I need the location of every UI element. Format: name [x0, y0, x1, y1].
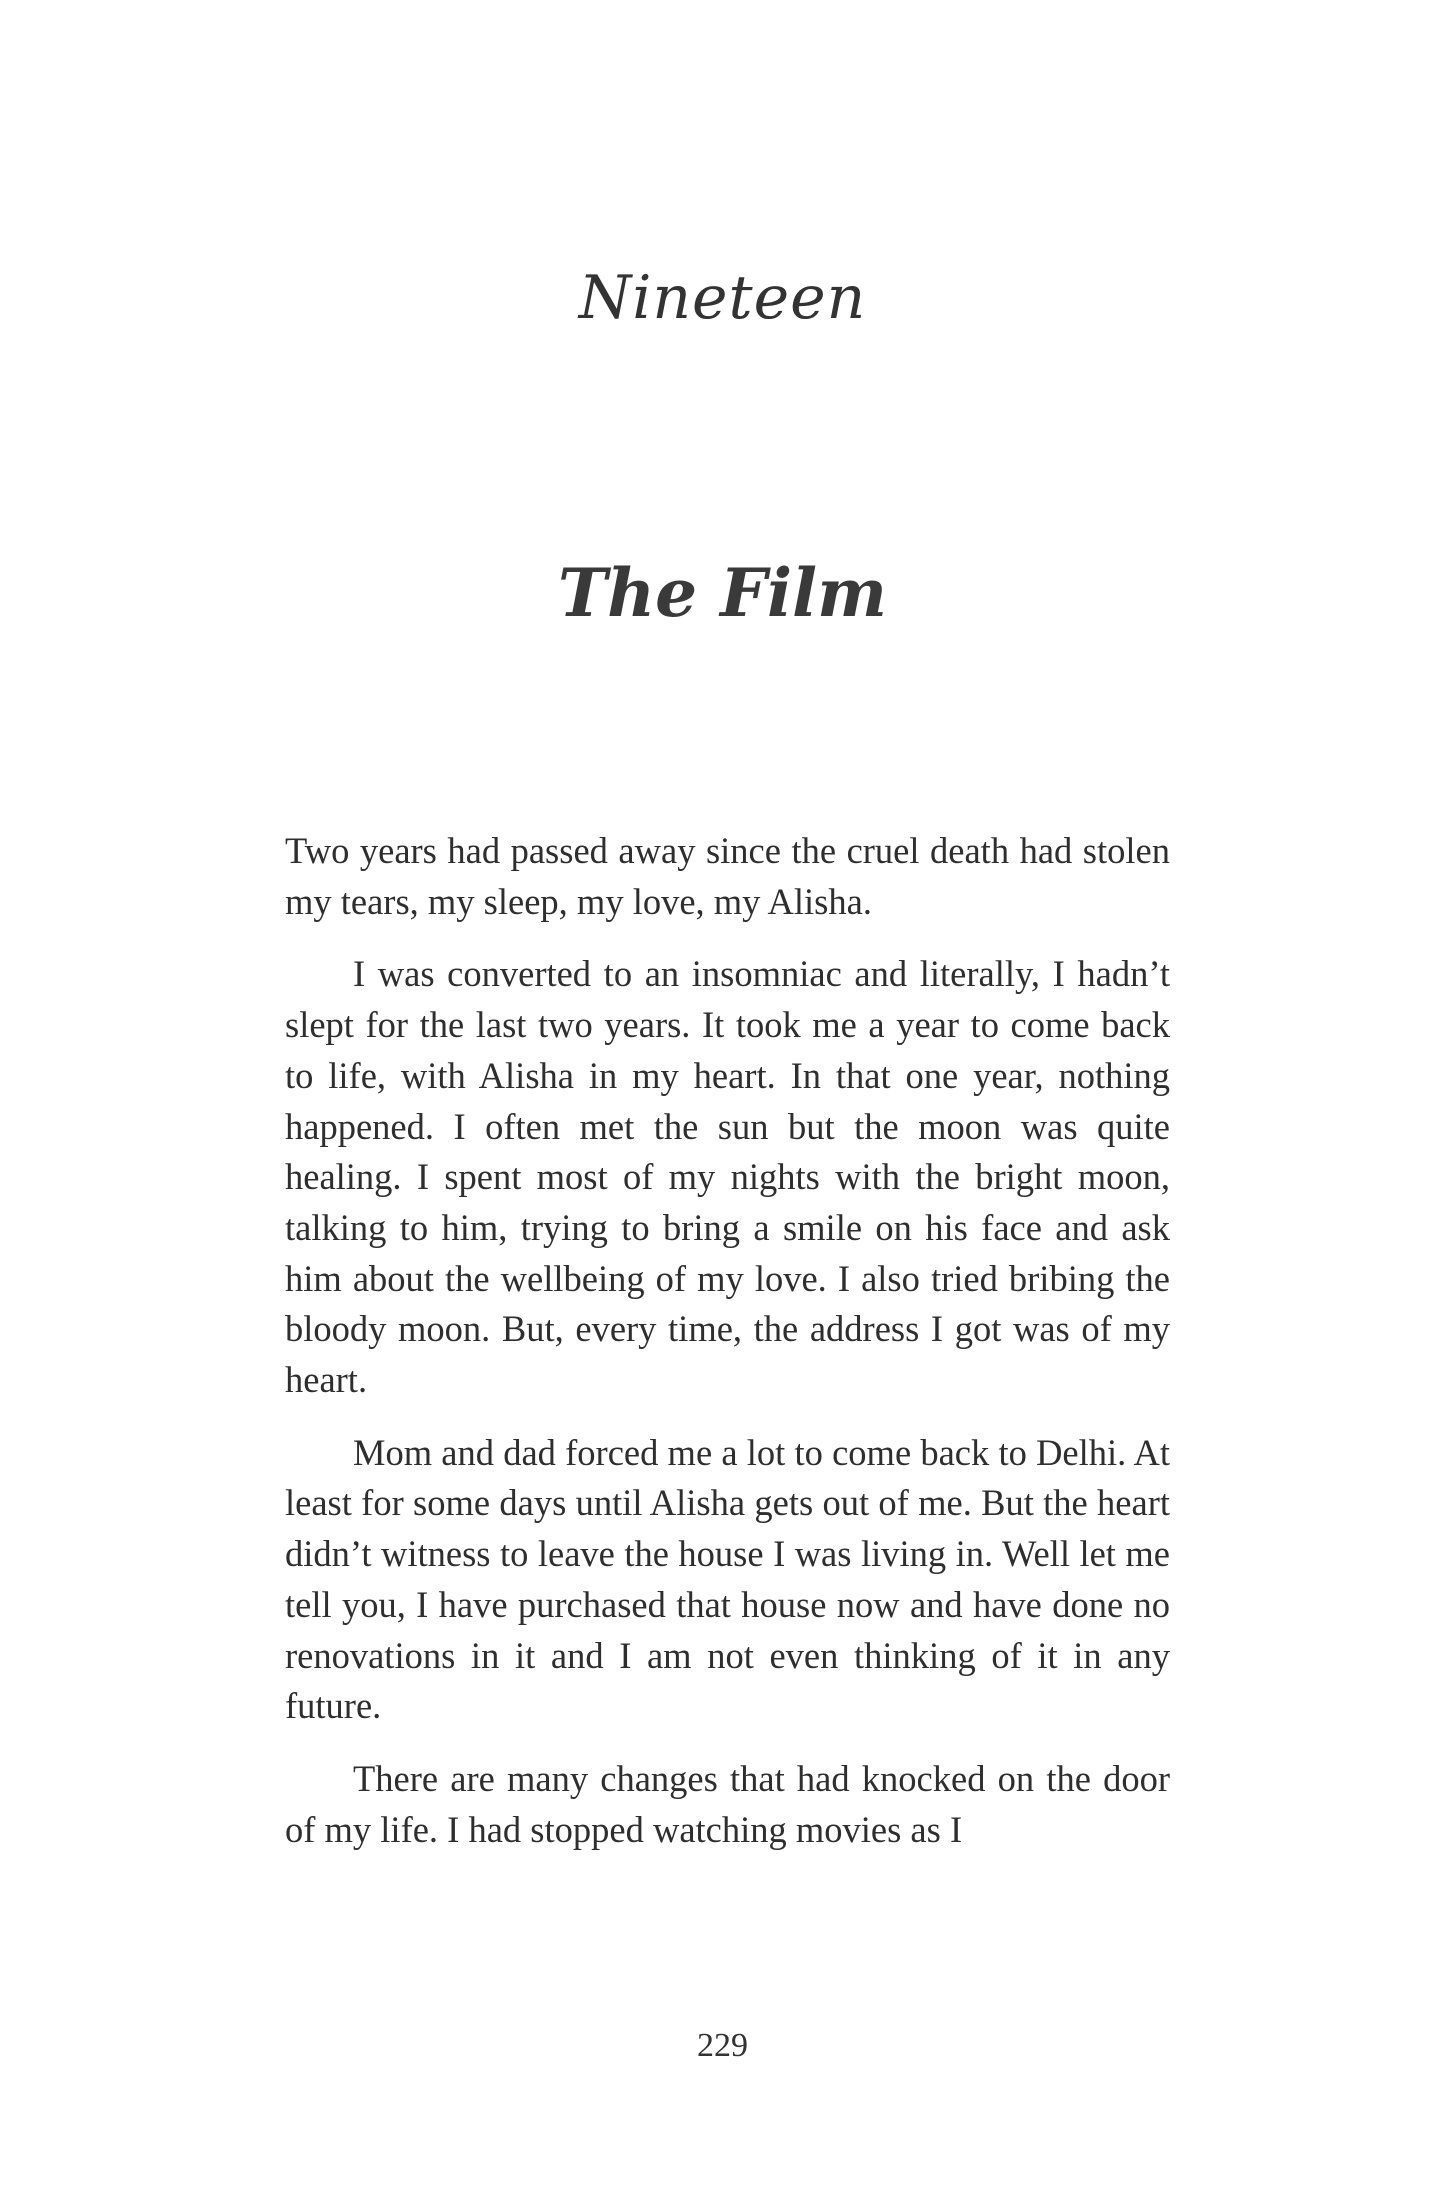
page-number: 229 — [697, 2027, 748, 2064]
chapter-body — [285, 826, 1170, 1877]
paragraph: There are many changes that had knocked on the door of my life. I had stopped watching movies as I — [285, 1757, 1170, 1850]
paragraph: I was converted to an insomniac and literally, I hadn’t slept for the last two years. It took me a year to come back to life, with Alisha in my heart. In that one year, nothing happened. I often met the sun but the moon was quite healing. I spent most of my nights with the bright moon, talking to him, trying to bring a smile on his face and ask him about the wellbeing of my love. I also tried bribing the bloody moon. But, every time, the address I got was of my heart. — [285, 953, 1170, 1401]
chapter-number: Nineteen — [578, 263, 867, 333]
paragraph: Mom and dad forced me a lot to come back to Delhi. At least for some days until Alisha gets out of me. But the heart didn’t witness to leave the house I was living in. Well let me tell you, I have purchased that house now and have done no renovations in it and I am not even thinking of it in any future. — [285, 1431, 1170, 1727]
paragraph: Two years had passed away since the cruel death had stolen my tears, my sleep, my love, my Alisha. — [285, 830, 1170, 922]
chapter-title: The Film — [558, 554, 887, 632]
